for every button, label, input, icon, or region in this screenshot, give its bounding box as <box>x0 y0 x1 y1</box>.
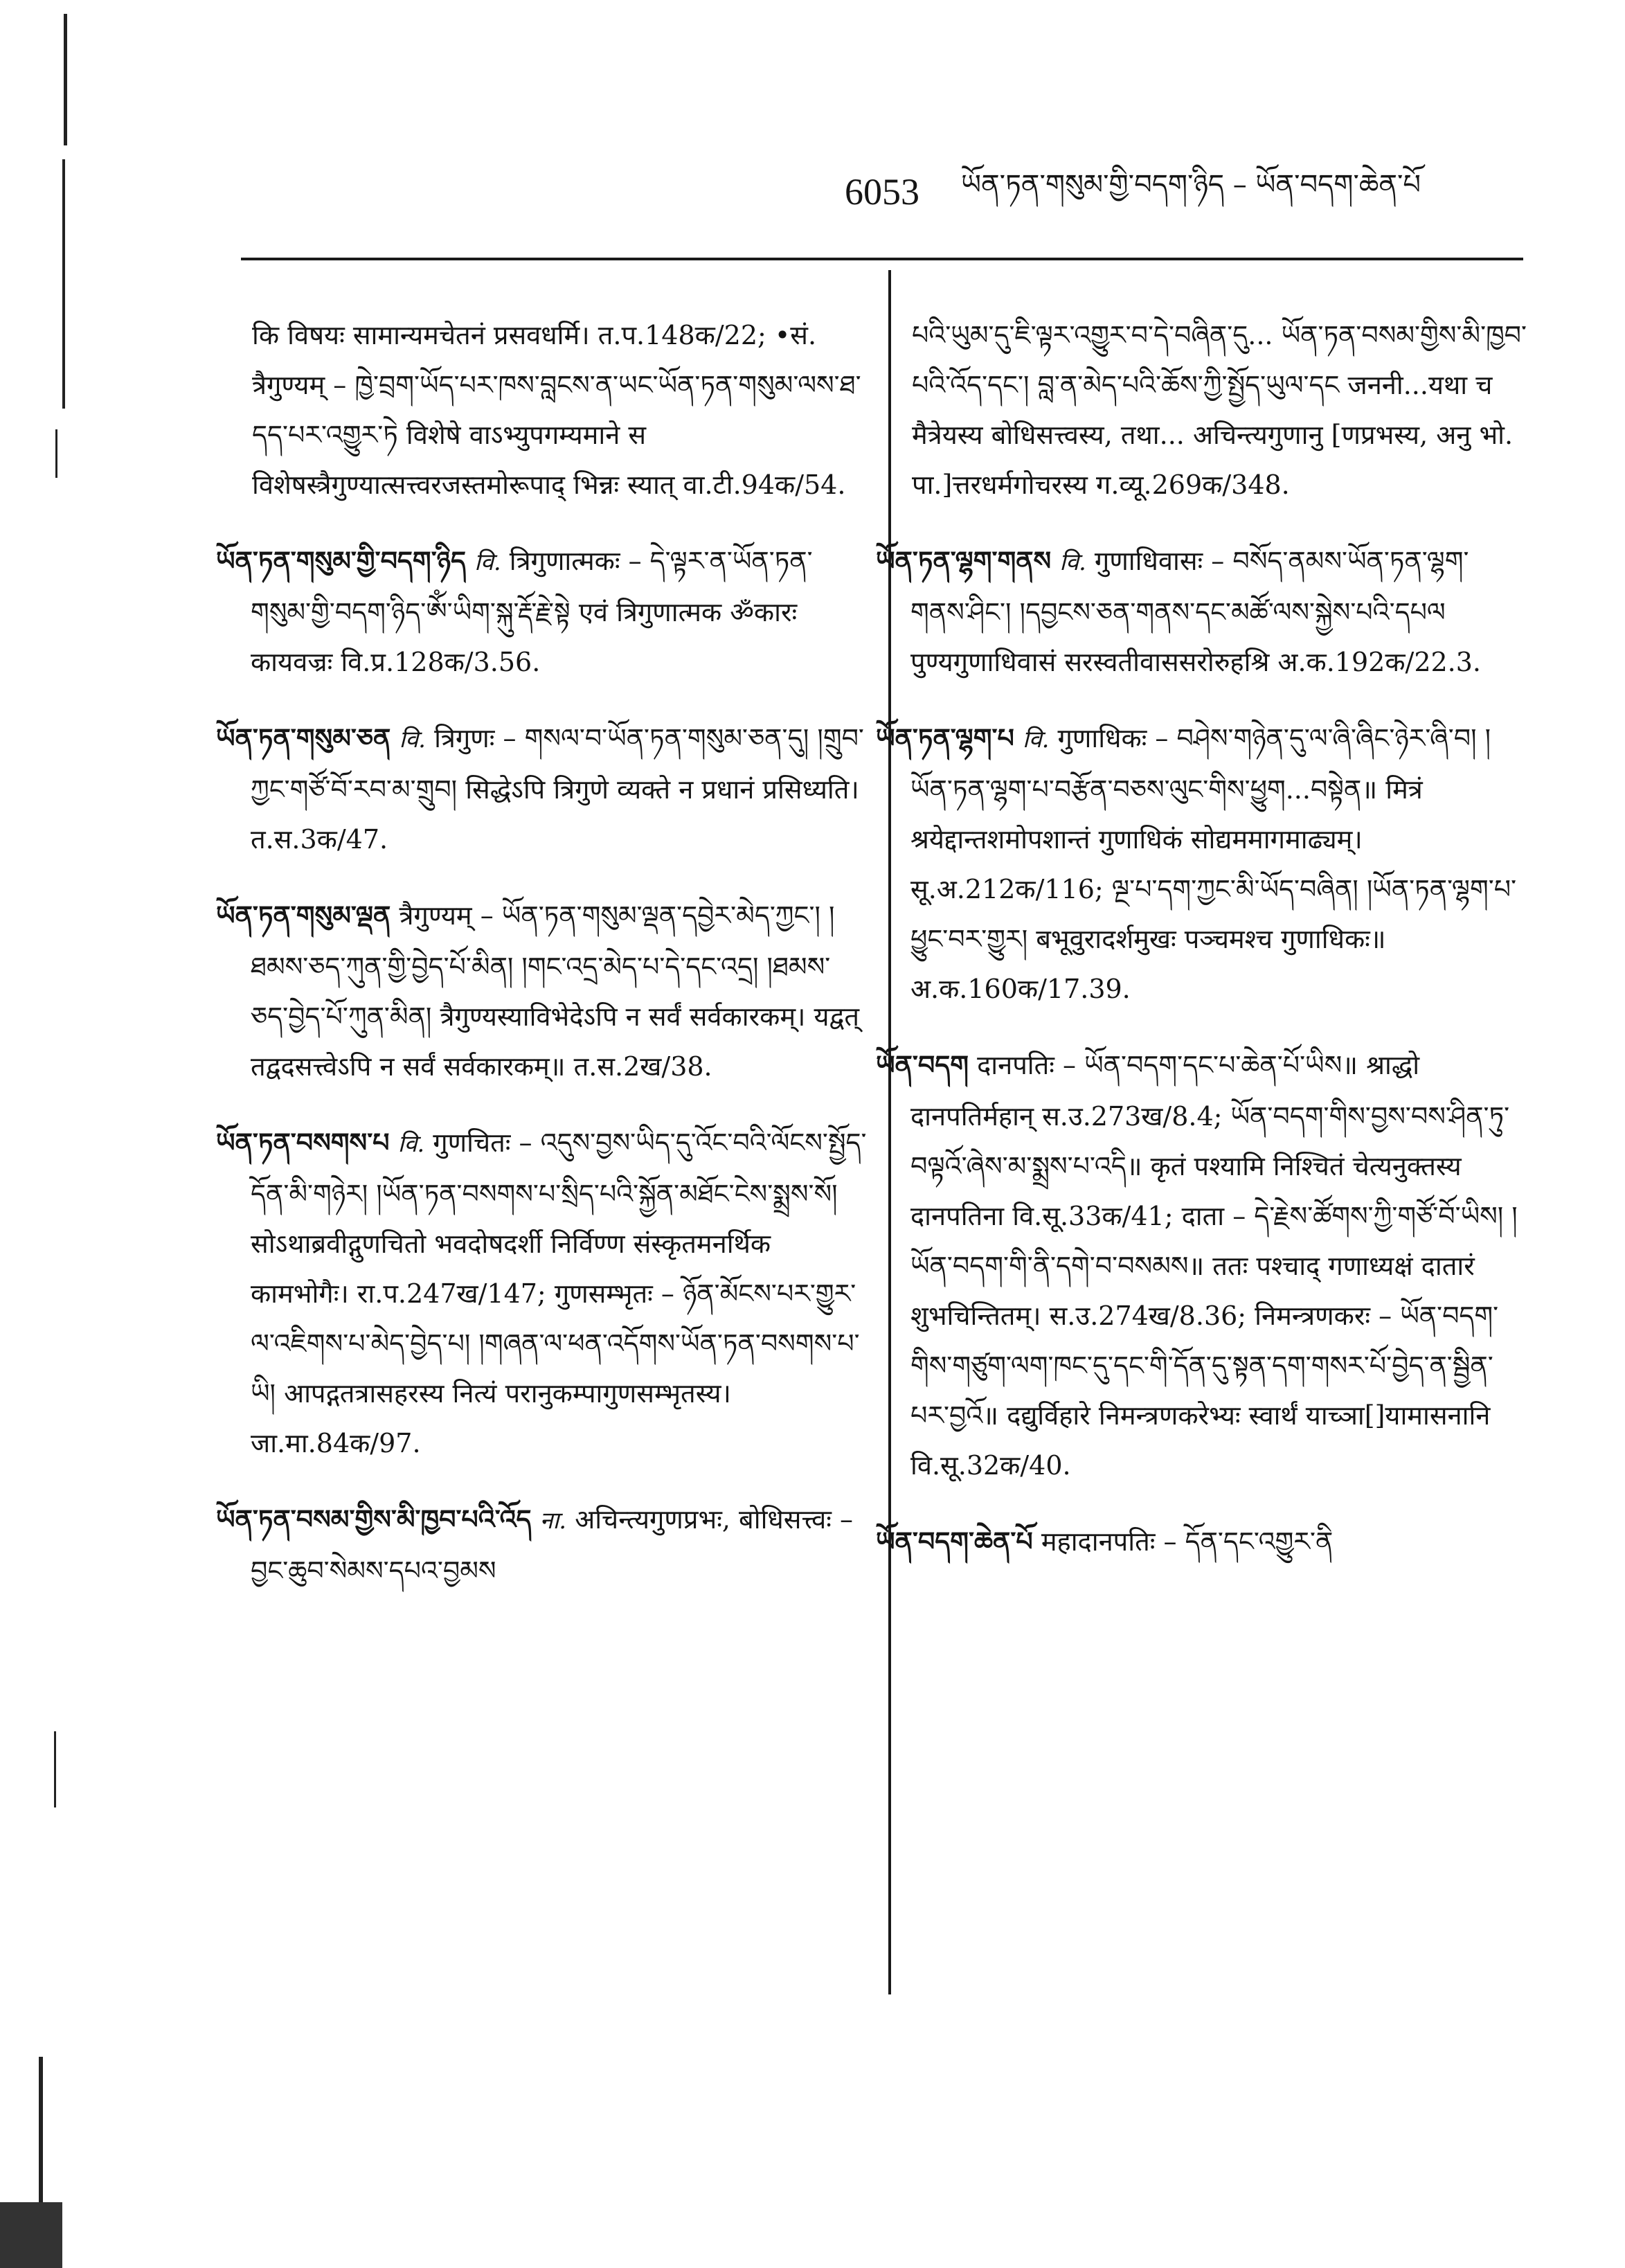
headword: ཡོན་ཏན་བསམ་གྱིས་མི་ཁྱབ་པའི་འོད <box>216 1503 532 1535</box>
entry-text: अचिन्त्यगुणप्रभः, बोधिसत्त्वः – བྱང་ཆུབ་སེམས་དཔའ་བྱམས <box>251 1504 854 1586</box>
page-edge-line <box>54 1731 56 1807</box>
running-head: ཡོན་ཏན་གསུམ་གྱི་བདག་ཉིད – ཡོན་བདག་ཆེན་པོ <box>961 168 1421 201</box>
headword: ཡོན་ཏན་གསུམ་ཅན <box>216 722 391 753</box>
dictionary-entry <box>876 1040 1527 1490</box>
header-rule <box>241 258 1523 260</box>
entry-text: कि विषयः सामान्यमचेतनं प्रसवधर्मि। त.प.148क/22; •सं. त्रैगुण्यम् – ཁྱེ་བྲག་ཡོད་པར་ཁས་བླངས་ན་ཡང་ཡོན་ཏན་གསུམ་ལས་ཐ་དད་པར་འགྱུར་ཏེ विशेषे वाऽभ्युपगम्यमाने स विशेषस्त्रैगुण्यात्सत्त्वरजस्तमोरूपाद् भिन्नः स्यात् वा.टी.94क/54. <box>252 320 861 500</box>
dictionary-entry <box>216 1118 867 1468</box>
dictionary-entry <box>216 713 867 864</box>
entry-text: गुणचितः – འདུས་བྱས་ཡིད་དུ་འོང་བའི་ལོངས་སྤྱོད་དོན་མི་གཉེར། །ཡོན་ཏན་བསགས་པ་སྲིད་པའི་སྐྱོན་མཐོང་ངེས་སྨྲས་སོ། सोऽथाब्रवीद्गुणचितो भवदोषदर्शी निर्विण्ण संस्कृतमनर्थिक कामभोगैः। रा.प.247ख/147; गुणसम्भृतः – ཉོན་མོངས་པར་གྱུར་ལ་འཇིགས་པ་མེད་བྱེད་པ། །གཞན་ལ་ཕན་འདོགས་ཡོན་ཏན་བསགས་པ་ཡི། आपद्गतत्रासहरस्य नित्यं परानुकम्पागुणसम्भृतस्य। जा.मा.84क/97. <box>251 1127 867 1458</box>
dictionary-entry <box>876 536 1527 687</box>
grammar-tag: वि. <box>1022 726 1050 753</box>
headword: ཡོན་ཏན་གསུམ་ལྡན <box>216 900 391 931</box>
headword: ཡོན་ཏན་ལྷག་གནས <box>876 545 1052 576</box>
grammar-tag: वि. <box>1059 548 1086 576</box>
headword: ཡོན་བདག་ཆེན་པོ <box>876 1526 1033 1557</box>
entry-text: महादानपतिः – དོན་དང་འགྱུར་ནི <box>1041 1526 1334 1557</box>
entry-text: त्रिगुणात्मकः – དེ་ལྟར་ན་ཡོན་ཏན་གསུམ་གྱི་བདག་ཉིད་ཨོཾ་ཡིག་སྐུ་རྡོ་རྗེ་སྟེ एवं त्रिगुणात्मक ॐकारः कायवज्रः वि.प्र.128क/3.56. <box>251 546 813 677</box>
grammar-tag: वि. <box>399 726 426 753</box>
grammar-tag: वि. <box>474 548 501 576</box>
headword: ཡོན་ཏན་ལྷག་པ <box>876 722 1014 753</box>
dictionary-entry <box>216 891 867 1091</box>
right-column <box>876 284 1527 1586</box>
entry-text: गुणाधिकः – བཤེས་གཉེན་དུ་ལ་ཞི་ཞིང་ཉེར་ཞི་བ། །ཡོན་ཏན་ལྷག་པ་བརྩོན་བཅས་ལུང་གིས་ཕྱུག...བསྟེན॥ मित्रं श्रयेद्दान्तशमोपशान्तं गुणाधिकं सोद्यममागमाढ्यम्। सू.अ.212क/116; ལྔ་པ་དག་ཀྱང་མི་ཡོད་བཞིན། །ཡོན་ཏན་ལྷག་པ་ཕྱུང་བར་གྱུར། बभूवुरादर्शमुखः पञ्चमश्च गुणाधिकः॥ अ.क.160क/17.39. <box>910 723 1517 1004</box>
headword: ཡོན་བདག <box>876 1049 969 1080</box>
page-edge-line <box>62 159 65 409</box>
page-edge-line <box>64 14 67 145</box>
dictionary-entry <box>876 1517 1527 1568</box>
page-edge-line <box>55 429 57 478</box>
page-edge-shadow <box>0 2202 62 2268</box>
dictionary-entry <box>876 713 1527 1014</box>
page-header <box>845 161 1509 223</box>
continued-entry <box>216 310 867 510</box>
entry-text: པའི་ཡུམ་དུ་ཇི་ལྟར་འགྱུར་བ་དེ་བཞིན་དུ... ཡོན་ཏན་བསམ་གྱིས་མི་ཁྱབ་པའི་འོད་དང་། བླ་ན་མེད་པའི་ཆོས་ཀྱི་སྤྱོད་ཡུལ་དང जननी...यथा च मैत्रेयस्य बोधिसत्त्वस्य, तथा... अचिन्त्यगुणानु [णप्रभस्य, अनु भो. पा.]त्तरधर्मगोचरस्य ग.व्यू.269क/348. <box>912 320 1527 500</box>
grammar-tag: ना. <box>539 1507 567 1535</box>
page-number: 6053 <box>845 171 919 213</box>
headword: ཡོན་ཏན་བསགས་པ <box>216 1127 390 1158</box>
headword: ཡོན་ཏན་གསུམ་གྱི་བདག་ཉིད <box>216 545 467 576</box>
entry-text: त्रिगुणः – གསལ་བ་ཡོན་ཏན་གསུམ་ཅན་དུ། །གྲུབ་ཀྱང་གཙོ་བོ་རབ་མ་གྲུབ། सिद्धेऽपि त्रिगुणे व्यक्ते न प्रधानं प्रसिध्यति। त.स.3क/47. <box>251 723 864 855</box>
dictionary-entry <box>216 1494 867 1596</box>
continued-entry <box>876 310 1527 510</box>
grammar-tag: वि. <box>397 1130 425 1158</box>
dictionary-entry <box>216 536 867 687</box>
entry-text: दानपतिः – ཡོན་བདག་དང་པ་ཆེན་པོ་ཡིས॥ श्राद्धो दानपतिर्महान् स.उ.273ख/8.4; ཡོན་བདག་གིས་བྱས་བས་ཤིན་ཏུ་བལྟའོ་ཞེས་མ་སྨྲས་པ་འདི॥ कृतं पश्यामि निश्चितं चेत्यनुक्तस्य दानपतिना वि.सू.33क/41; दाता – དེ་རྗེས་ཚོགས་ཀྱི་གཙོ་བོ་ཡིས། །ཡོན་བདག་གི་ནི་དགེ་བ་བསམས॥ ततः पश्चाद् गणाध्यक्षं दातारं शुभचिन्तितम्। स.उ.274ख/8.36; निमन्त्रणकरः – ཡོན་བདག་གིས་གཙུག་ལག་ཁང་དུ་དང་གི་དོན་དུ་སྟན་དག་གསར་པོ་བྱེད་ན་སྦྱིན་པར་བྱའོ॥ दद्युर्विहारे निमन्त्रणकरेभ्यः स्वार्थं याच्ञा[]यामासनानि वि.सू.32क/40. <box>910 1050 1518 1481</box>
left-column <box>216 284 867 1614</box>
entry-text: गुणाधिवासः – བསོད་ནམས་ཡོན་ཏན་ལྷག་གནས་ཤིང་། །དབྱངས་ཅན་གནས་དང་མཚོ་ལས་སྐྱེས་པའི་དཔལ पुण्यगुणाधिवासं सरस्वतीवाससरोरुहश्रि अ.क.192क/22.3. <box>910 546 1482 677</box>
entry-text: त्रैगुण्यम् – ཡོན་ཏན་གསུམ་ལྡན་དབྱེར་མེད་ཀྱང་། །ཐམས་ཅད་ཀུན་གྱི་བྱེད་པོ་མིན། །གང་འདྲ་མེད་པ་དེ་དང་འདྲ། །ཐམས་ཅད་བྱེད་པོ་ཀུན་མིན། त्रैगुण्यस्याविभेदेऽपि न सर्वं सर्वकारकम्। यद्वत् तद्वदसत्त्वेऽपि न सर्वं सर्वकारकम्॥ त.स.2ख/38. <box>251 900 860 1082</box>
